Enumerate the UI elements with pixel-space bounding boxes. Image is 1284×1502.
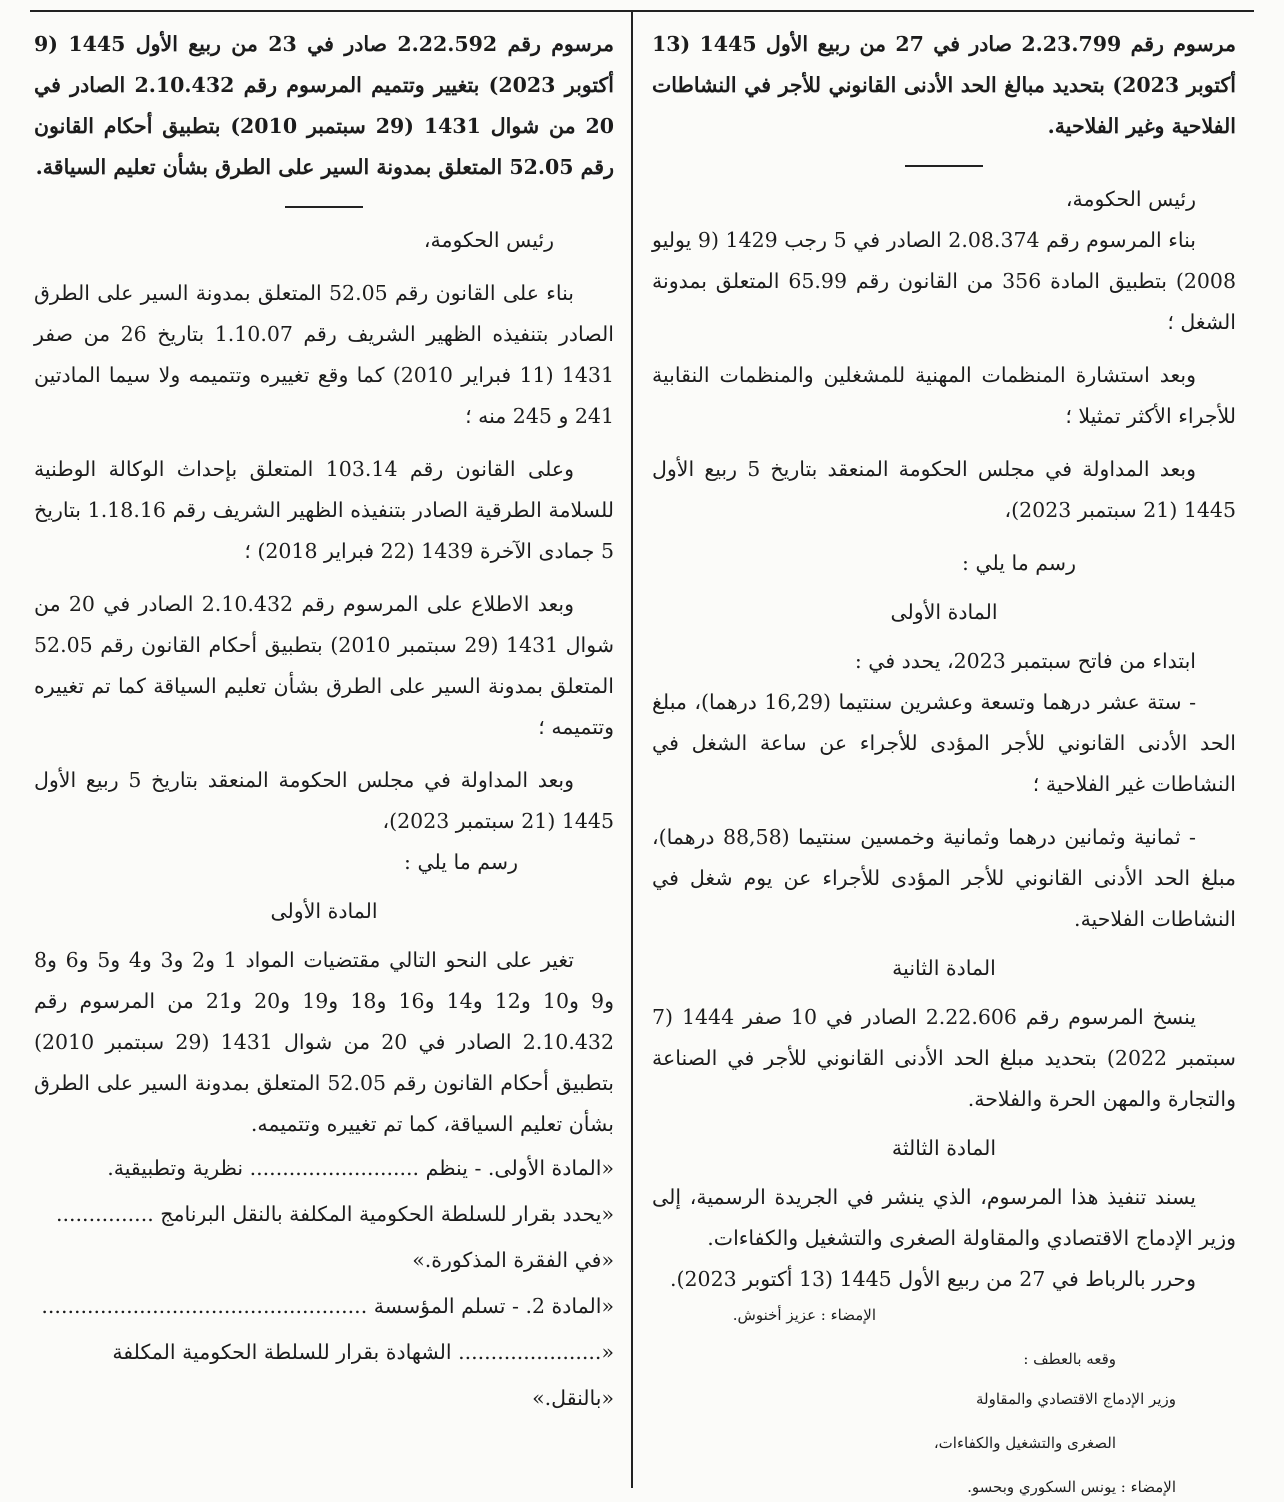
minister-line-2: الصغرى والتشغيل والكفاءات، xyxy=(933,1434,1116,1452)
quoted-line-3: «في الفقرة المذكورة.» xyxy=(412,1248,614,1272)
preamble-1: بناء على القانون رقم 52.05 المتعلق بمدونة السير على الطرق الصادر بتنفيذه الظهير الشريف رقم 1.10.07 بتاريخ 26 من صفر 1431 (11 فبراير 2010) كما وقع تغييره وتتميمه ولا سيما المادتين 241 و 245 منه ؛ xyxy=(34,281,614,428)
head-of-government: رئيس الحكومة، xyxy=(423,228,554,252)
article-3-title: المادة الثالثة xyxy=(891,1136,997,1160)
article-1-text: تغير على النحو التالي مقتضيات المواد 1 و2 و3 و4 و5 و6 و8 و9 و10 و12 و14 و16 و18 و19 و20 و21 من المرسوم رقم 2.10.432 الصادر في 20 من شوال 1431 (29 سبتمبر 2010) بتطبيق أحكام القانون رقم 52.05 المتعلق بمدونة السير على الطرق بشأن تعليم السياقة، كما تم تغييره وتتميمه. xyxy=(34,948,615,1136)
minister-line-1: وزير الإدماج الاقتصادي والمقاولة xyxy=(975,1390,1176,1408)
title-rule xyxy=(285,206,363,208)
minister-signature: الإمضاء : يونس السكوري وبحسو. xyxy=(967,1478,1176,1496)
article-2-title: المادة الثانية xyxy=(892,956,996,980)
article-2-text: ينسخ المرسوم رقم 2.22.606 الصادر في 10 صفر 1444 (7 سبتمبر 2022) بتحديد مبلغ الحد الأدنى القانوني للأجر في الصناعة والتجارة والمهن الحرة والفلاحة. xyxy=(652,1005,1236,1111)
article-1-title: المادة الأولى xyxy=(270,899,378,923)
article-1-item-2: - ثمانية وثمانين درهما وثمانية وخمسين سنتيما (88,58 درهما)، مبلغ الحد الأدنى القانوني للأجر المؤدى للأجراء عن يوم شغل في النشاطات الفلاحية. xyxy=(652,825,1236,931)
decree-statement: رسم ما يلي : xyxy=(962,551,1076,575)
preamble-2: وبعد استشارة المنظمات المهنية للمشغلين والمنظمات النقابية للأجراء الأكثر تمثيلا ؛ xyxy=(652,363,1236,428)
preamble-3: وبعد الاطلاع على المرسوم رقم 2.10.432 الصادر في 20 من شوال 1431 (29 سبتمبر 2010) بتطبيق أحكام القانون رقم 52.05 المتعلق بمدونة السير على الطرق بشأن تعليم السياقة كما تم تغييره وتتميمه ؛ xyxy=(34,592,615,739)
decree-2-22-592 xyxy=(34,24,614,1421)
done-at: وحرر بالرباط في 27 من ربيع الأول 1445 (13 أكتوبر 2023). xyxy=(669,1267,1196,1291)
quoted-line-5: «...................... الشهادة بقرار للسلطة الحكومية المكلفة xyxy=(112,1340,614,1364)
column-divider xyxy=(631,10,633,1488)
article-1-intro: ابتداء من فاتح سبتمبر 2023، يحدد في : xyxy=(854,649,1196,673)
decree-2-23-799 xyxy=(652,24,1236,1502)
preamble-4: وبعد المداولة في مجلس الحكومة المنعقد بتاريخ 5 ربيع الأول 1445 (21 سبتمبر 2023)، xyxy=(34,768,614,833)
quoted-article-1: «المادة الأولى. - ينظم .......................... نظرية وتطبيقية. xyxy=(107,1156,614,1180)
quoted-article-2: «المادة 2. - تسلم المؤسسة .................................................. xyxy=(41,1294,614,1318)
decree-statement: رسم ما يلي : xyxy=(404,850,518,874)
article-1-item-1: - ستة عشر درهما وتسعة وعشرين سنتيما (16,29 درهما)، مبلغ الحد الأدنى القانوني للأجر المؤدى للأجراء عن ساعة الشغل في النشاطات غير الفلاحية ؛ xyxy=(652,690,1236,796)
preamble-2: وعلى القانون رقم 103.14 المتعلق بإحداث الوكالة الوطنية للسلامة الطرقية الصادر بتنفيذه الظهير الشريف رقم 1.18.16 بتاريخ 5 جمادى الآخرة 1439 (22 فبراير 2018) ؛ xyxy=(34,457,614,563)
head-of-government: رئيس الحكومة، xyxy=(1065,187,1196,211)
title-rule xyxy=(905,165,983,167)
quoted-line-6: «بالنقل.» xyxy=(532,1386,614,1410)
quoted-line-2: «يحدد بقرار للسلطة الحكومية المكلفة بالنقل البرنامج ............... xyxy=(55,1202,614,1226)
preamble-1: بناء المرسوم رقم 2.08.374 الصادر في 5 رجب 1429 (9 يوليو 2008) بتطبيق المادة 356 من القانون رقم 65.99 المتعلق بمدونة الشغل ؛ xyxy=(652,228,1236,334)
decree-title: مرسوم رقم 2.22.592 صادر في 23 من ربيع الأول 1445 (9 أكتوبر 2023) بتغيير وتتميم المرسوم رقم 2.10.432 الصادر في 20 من شوال 1431 (29 سبتمبر 2010) بتطبيق أحكام القانون رقم 52.05 المتعلق بمدونة السير على الطرق بشأن تعليم السياقة. xyxy=(34,32,615,179)
signature: الإمضاء : عزيز أخنوش. xyxy=(732,1306,876,1324)
article-3-text: يسند تنفيذ هذا المرسوم، الذي ينشر في الجريدة الرسمية، إلى وزير الإدماج الاقتصادي والمقاولة الصغرى والتشغيل والكفاءات. xyxy=(652,1185,1236,1250)
preamble-3: وبعد المداولة في مجلس الحكومة المنعقد بتاريخ 5 ربيع الأول 1445 (21 سبتمبر 2023)، xyxy=(652,457,1236,522)
countersign-label: وقعه بالعطف : xyxy=(1023,1350,1116,1368)
article-1-title: المادة الأولى xyxy=(890,600,998,624)
decree-title: مرسوم رقم 2.23.799 صادر في 27 من ربيع الأول 1445 (13 أكتوبر 2023) بتحديد مبالغ الحد الأدنى القانوني للأجر في النشاطات الفلاحية وغير الفلاحية. xyxy=(652,32,1236,138)
